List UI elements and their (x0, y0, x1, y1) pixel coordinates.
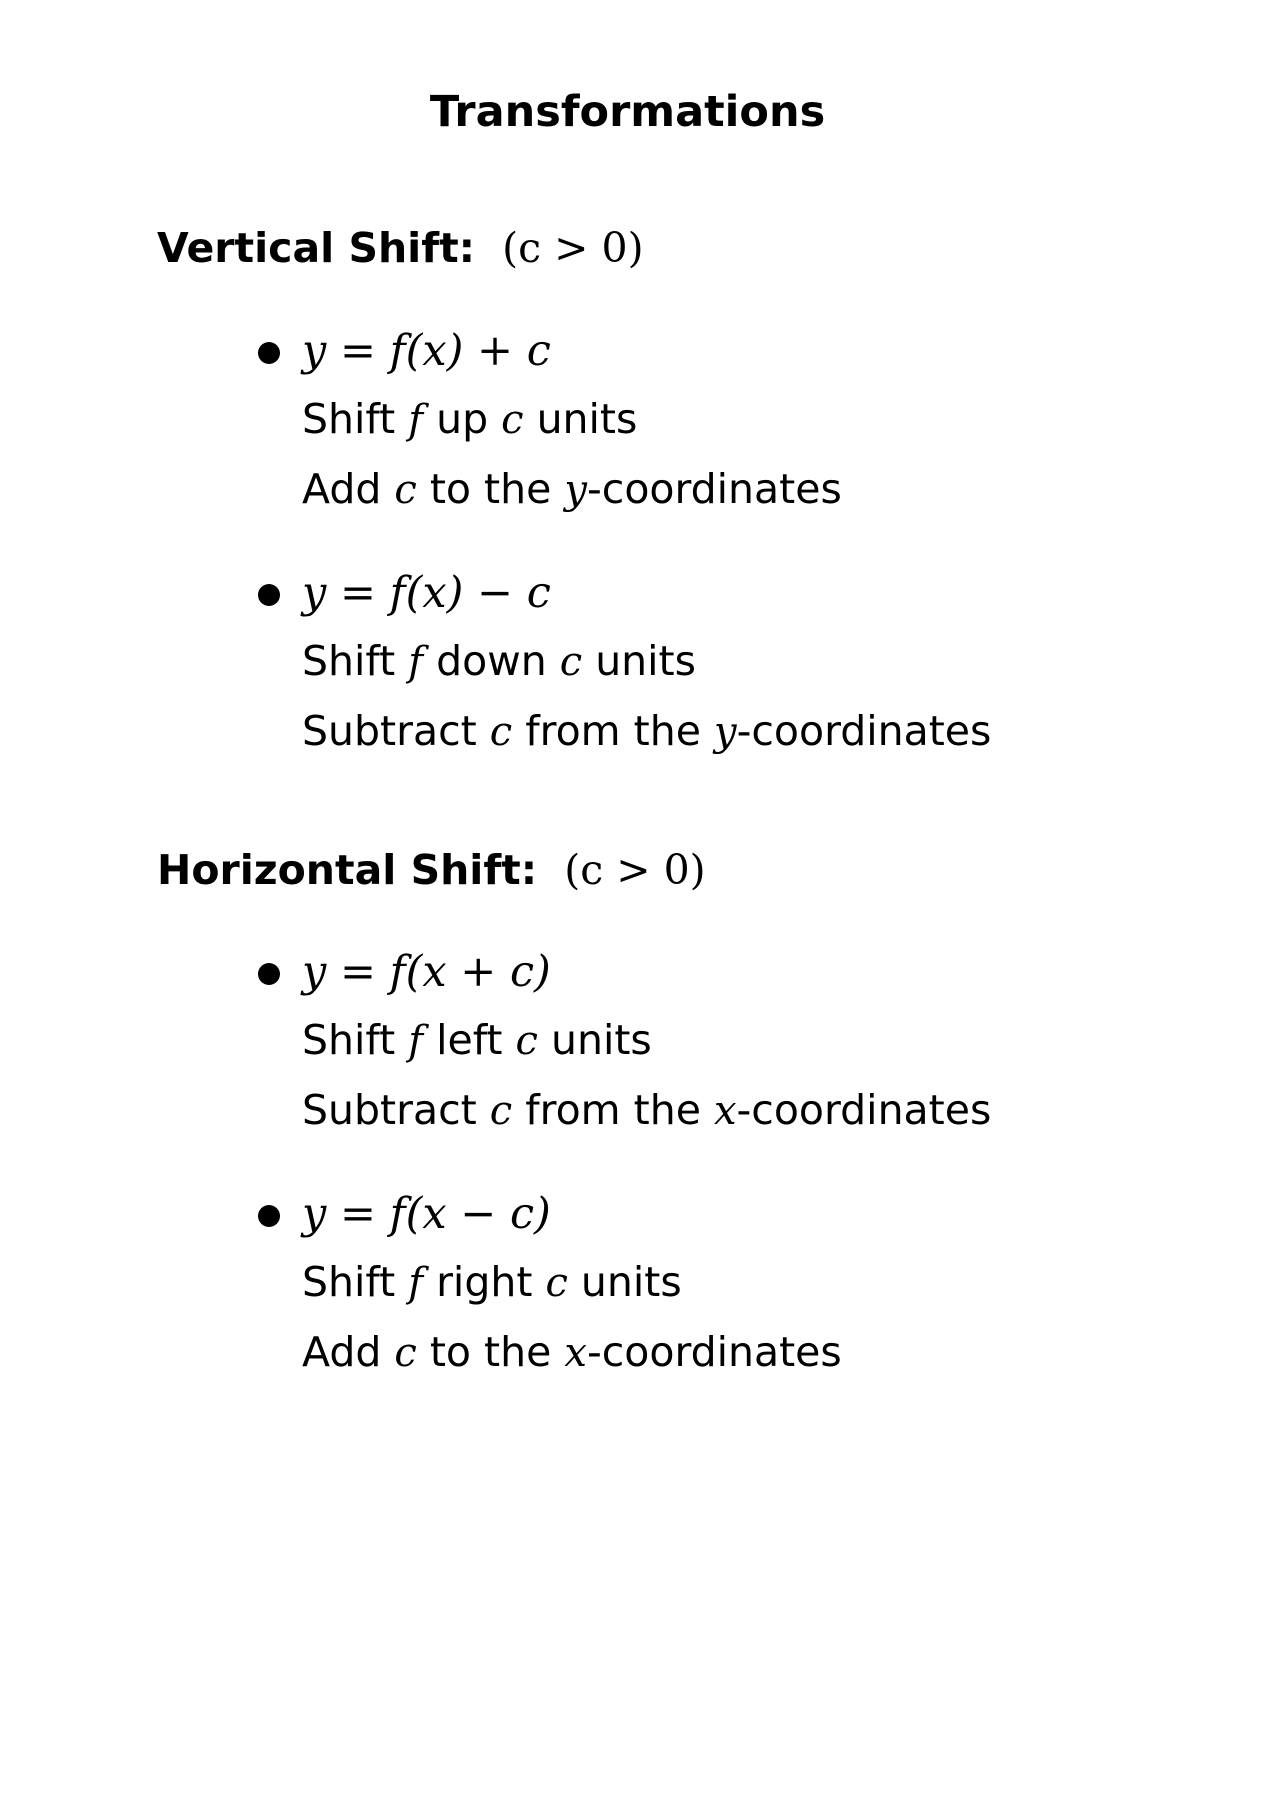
description-line: Subtract c from the x-coordinates (302, 1086, 992, 1134)
formula-vertical-down: y = f(x) − c (302, 568, 551, 618)
formula-horizontal-left: y = f(x + c) (302, 947, 551, 997)
page-title: Transformations (429, 87, 826, 137)
description-line: Add c to the x-coordinates (302, 1328, 842, 1376)
section-heading-horizontal-shift (157, 842, 706, 898)
section-heading-vertical-shift (157, 220, 644, 276)
formula-vertical-up: y = f(x) + c (302, 326, 551, 376)
bullet-icon (258, 342, 280, 364)
bullet-icon (258, 1205, 280, 1227)
bullet-icon (258, 963, 280, 985)
bullet-icon (258, 584, 280, 606)
description-line: Subtract c from the y-coordinates (302, 707, 992, 755)
description-line: Shift f right c units (302, 1258, 682, 1306)
description-line: Shift f up c units (302, 395, 638, 443)
formula-horizontal-right: y = f(x − c) (302, 1189, 551, 1239)
description-line: Shift f left c units (302, 1016, 652, 1064)
description-line: Add c to the y-coordinates (302, 465, 842, 513)
section-condition: (c > 0) (502, 224, 644, 272)
section-heading-label: Horizontal Shift: (157, 846, 538, 894)
section-condition: (c > 0) (564, 846, 706, 894)
section-heading-label: Vertical Shift: (157, 224, 476, 272)
description-line: Shift f down c units (302, 637, 696, 685)
